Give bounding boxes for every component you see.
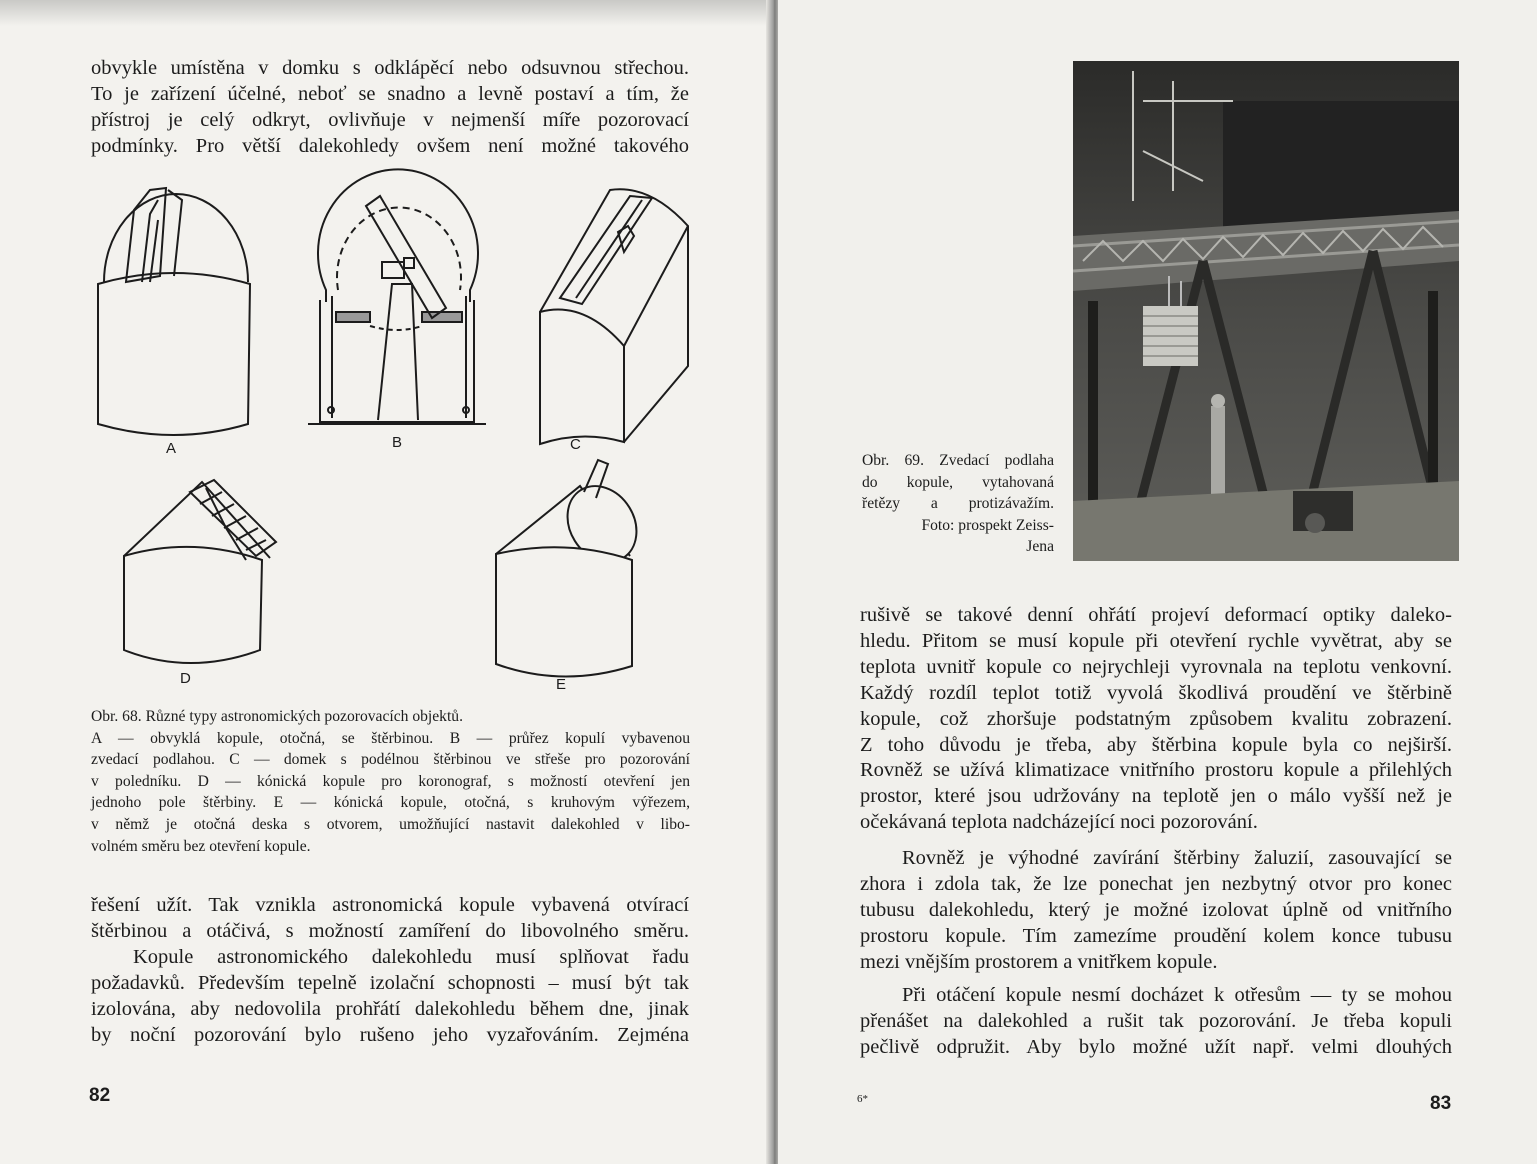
lifting-floor-photo-drawing	[1073, 61, 1459, 561]
text-line: Při otáčení kopule nesmí docházet k otřesům — ty se mohou	[902, 984, 1452, 1006]
text-line: prostoru kopule. Tím zamezíme proudění kolem konce tubusu	[860, 924, 1452, 947]
text-line: štěrbinou a otáčivá, s možností zamíření do libovolného směru.	[91, 919, 689, 942]
caption-line: v poledníku. D — kónická kopule pro koronograf, s možností otevření jen	[91, 772, 690, 790]
caption-line: jednoho pole štěrbiny. E — kónická kopule, otočná, s kruhovým výřezem,	[91, 794, 690, 812]
text-line: hledu. Přitom se musí kopule při otevření rychle vyvětrat, aby se	[860, 629, 1452, 652]
figure-label-a: A	[166, 440, 177, 457]
figure-68-drawings	[0, 0, 770, 700]
text-line: pečlivě odpružit. Aby bylo možné užít např. velmi dlouhých	[860, 1035, 1452, 1058]
text-line: izolována, aby nedovolila prohřátí dalekohledu během dne, jinak	[91, 997, 689, 1020]
text-line: by noční pozorování bylo rušeno jeho vyzařováním. Zejména	[91, 1023, 689, 1046]
text-line: teplota uvnitř kopule co nejrychleji vyrovnala na teplotu venkovní.	[860, 655, 1452, 678]
text-line: požadavků. Především tepelně izolační schopnosti – musí být tak	[91, 971, 689, 994]
caption-line: A — obvyklá kopule, otočná, se štěrbinou. B — průřez kopulí vybavenou	[91, 729, 690, 747]
text-line: Z toho důvodu je třeba, aby štěrbina kopule byla co nejširší.	[860, 733, 1452, 756]
building-type-c-drawing	[540, 189, 688, 444]
signature-mark: 6*	[857, 1093, 868, 1105]
caption-line: zvedací podlahou. C — domek s podélnou štěrbinou ve střeše pro pozorování	[91, 751, 690, 769]
text-line: zhora i zdola tak, že lze ponechat jen nezbytný otvor pro konec	[860, 872, 1452, 895]
text-line: tubusu dalekohledu, který je možné izolovat úplně od vnitřního	[860, 898, 1452, 921]
left-bottom-paragraph	[91, 893, 689, 1048]
right-paragraph-3	[860, 983, 1452, 1061]
figure-label-d: D	[180, 670, 191, 687]
caption-line: v němž je otočná deska s otvorem, umožňující nastavit dalekohled v libo-	[91, 815, 690, 833]
text-line: Rovněž je výhodné zavírání štěrbiny žaluzií, zasouvající se	[902, 847, 1452, 869]
text-line: To je zařízení účelné, neboť se snadno a levně postaví a tím, že	[91, 82, 689, 105]
figure-label-b: B	[392, 434, 403, 451]
dome-type-d-drawing	[124, 480, 276, 663]
caption-line: Obr. 69. Zvedací podlaha	[862, 452, 1054, 469]
caption-line: Jena	[1026, 538, 1054, 556]
text-line: očekávaná teplota nadcházející noci pozorování.	[860, 811, 1258, 834]
right-paragraph-2	[860, 846, 1452, 976]
page-number-left: 82	[89, 1085, 111, 1106]
text-line: přenášet na dalekohled a rušit tak pozorování. Je třeba kopuli	[860, 1009, 1452, 1032]
text-line: řešení užít. Tak vznikla astronomická kopule vybavená otvírací	[91, 894, 689, 916]
text-line: přístroj je celý odkryt, ovlivňuje v nejmenší míře pozorovací	[91, 108, 689, 131]
dome-type-e-drawing	[496, 460, 650, 677]
caption-line: Obr. 68. Různé typy astronomických pozorovacích objektů.	[91, 708, 463, 725]
dome-type-a-drawing	[98, 188, 250, 435]
figure-69-photo	[1073, 61, 1459, 561]
text-line: Kopule astronomického dalekohledu musí splňovat řadu	[133, 945, 689, 968]
figure-68-caption	[91, 706, 690, 857]
caption-line: Foto: prospekt Zeiss-	[921, 516, 1054, 534]
dome-type-b-drawing	[308, 169, 486, 424]
text-line: obvykle umístěna v domku s odklápěcí nebo odsuvnou střechou.	[91, 57, 689, 79]
text-line: Rovněž se užívá klimatizace vnitřního prostoru kopule a přilehlých	[860, 759, 1452, 782]
figure-label-c: C	[570, 436, 581, 453]
caption-line: řetězy a protizávažím.	[862, 495, 1054, 513]
figure-69-caption	[862, 450, 1054, 558]
right-paragraph-1	[860, 603, 1452, 836]
text-line: mezi vnějším prostorem a vnitřkem kopule.	[860, 950, 1218, 973]
text-line: prostor, které jsou udržovány na teplotě jen o málo vyšší než je	[860, 785, 1452, 808]
text-line: Každý rozdíl teplot totiž vyvolá škodlivá proudění ve štěrbině	[860, 681, 1452, 704]
figure-label-e: E	[556, 676, 567, 693]
page-number-right: 83	[1430, 1093, 1452, 1114]
text-line: rušivě se takové denní ohřátí projeví deformací optiky daleko-	[860, 604, 1452, 626]
caption-line: do kopule, vytahovaná	[862, 473, 1054, 491]
text-line: kopule, což zhoršuje podstatným způsobem kvalitu zobrazení.	[860, 707, 1452, 730]
text-line: podmínky. Pro větší dalekohledy ovšem není možné takového	[91, 134, 689, 157]
caption-line: volném směru bez otevření kopule.	[91, 837, 311, 855]
